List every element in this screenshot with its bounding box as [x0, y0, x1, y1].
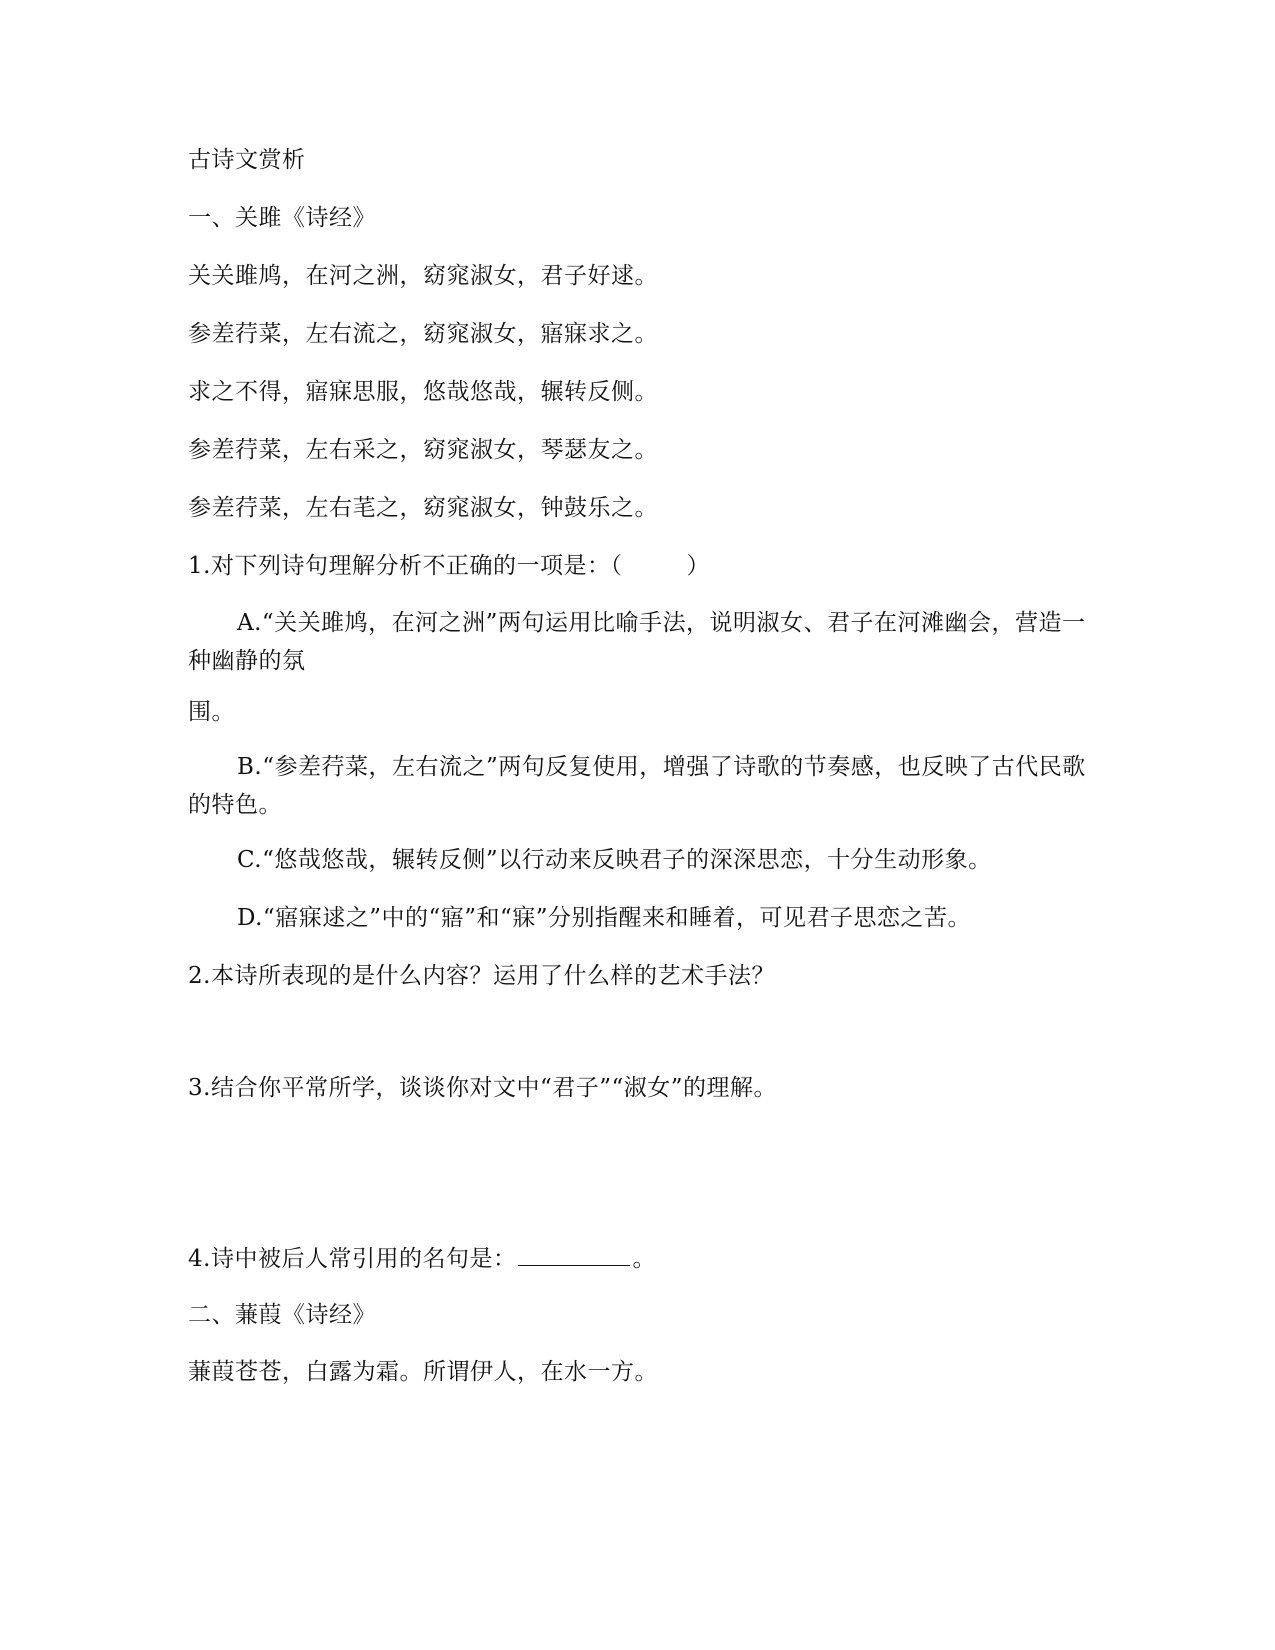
poem-line: 关关雎鸠，在河之洲，窈窕淑女，君子好逑。 — [188, 263, 658, 289]
question-4 — [188, 1243, 656, 1273]
option-d: D.“寤寐逑之”中的“寤”和“寐”分别指醒来和睡着，可见君子思恋之苦。 — [237, 905, 971, 931]
question-1-stem-close: ） — [686, 553, 710, 579]
poem-line: 蒹葭苍苍，白露为霜。所谓伊人，在水一方。 — [188, 1359, 658, 1385]
poem-line: 求之不得，寤寐思服，悠哉悠哉，辗转反侧。 — [188, 379, 658, 405]
question-4-stem: 4.诗中被后人常引用的名句是： — [188, 1246, 517, 1272]
section-heading-guanju: 一、关雎《诗经》 — [188, 205, 376, 231]
option-b: B.“参差荇菜，左右流之”两句反复使用，增强了诗歌的节奏感，也反映了古代民歌的特色。 — [188, 754, 1086, 818]
poem-line: 参差荇菜，左右芼之，窈窕淑女，钟鼓乐之。 — [188, 495, 658, 521]
answer-blank[interactable] — [518, 1243, 630, 1266]
section-heading-jianjia: 二、蒹葭《诗经》 — [188, 1302, 376, 1328]
question-3: 3.结合你平常所学，谈谈你对文中“君子”“淑女”的理解。 — [188, 1075, 777, 1101]
poem-line: 参差荇菜，左右采之，窈窕淑女，琴瑟友之。 — [188, 437, 658, 463]
document-title: 古诗文赏析 — [188, 147, 306, 173]
option-c: C.“悠哉悠哉，辗转反侧”以行动来反映君子的深深思恋，十分生动形象。 — [237, 847, 992, 873]
option-a-continued: 围。 — [188, 699, 235, 725]
question-2: 2.本诗所表现的是什么内容？运用了什么样的艺术手法？ — [188, 963, 775, 989]
option-a: A.“关关雎鸠，在河之洲”两句运用比喻手法，说明淑女、君子在河滩幽会，营造一种幽静的氛 — [188, 610, 1086, 674]
question-1-stem — [188, 552, 710, 580]
question-4-end: 。 — [632, 1246, 656, 1272]
poem-line: 参差荇菜，左右流之，窈窕淑女，寤寐求之。 — [188, 321, 658, 347]
question-1-stem-text: 1.对下列诗句理解分析不正确的一项是：（ — [188, 553, 623, 579]
